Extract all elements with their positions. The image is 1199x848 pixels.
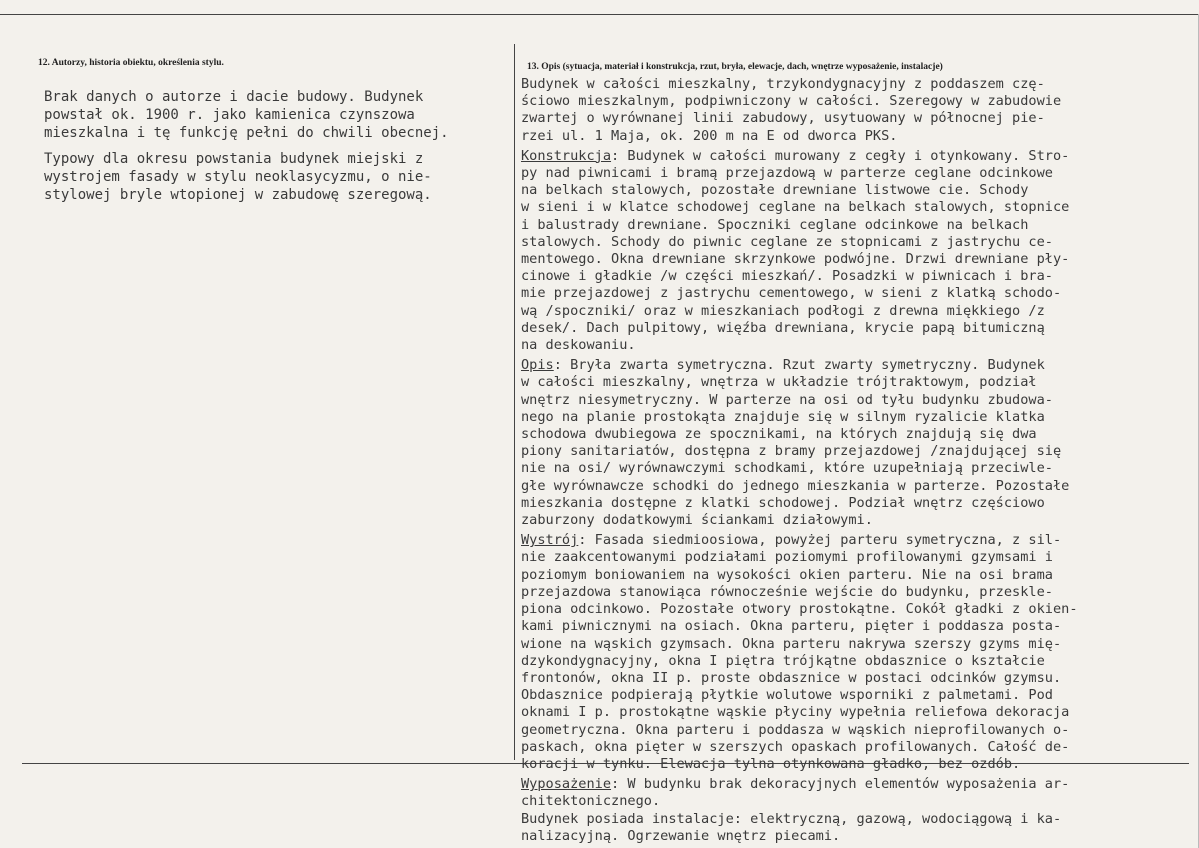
top-rule — [0, 14, 1199, 15]
konstrukcja-section: Konstrukcja: Budynek w całości murowany z cegły i otynkowany. Stro- py nad piwnicami i bramą przejazdową w parterze ceglane odcinkowe na belkach stalowych, pozostałe drewniane listwowe cie. Schody w sieni i w klatce schodowej ceglane na belkach stalowych, stopnice i balustrady drewniane. Spoczniki ceglane odcinkowe na belkach stalowych. Schody do piwnic ceglane ze stopnicami z jastrychu ce- mentowego. Okna drewniane skrzynkowe podwójne. Drzwi drewniane pły- cinowe i gładkie /w części mieszkań/. Posadzki w piwnicach i bra- mie przejazdowej z jastrychu cementowego, w sieni z klatką schodo- wą /spoczniki/ oraz w mieszkaniach podłogi z drewna miękkiego /z desek/. Dach pulpitowy, więźba drewniana, krycie papą bitumiczną na deskowaniu. — [521, 147, 1070, 354]
intro-paragraph: Budynek w całości mieszkalny, trzykondygnacyjny z poddaszem czę- ściowo mieszkalnym, podpiwniczony w całości. Szeregowy w zabudowie zwartej o wyrównanej linii zabudowy, usytuowany w północnej pie- rzei ul. 1 Maja, ok. 200 m na E od dworca PKS. — [521, 76, 1062, 144]
section-12-header: 12. Autorzy, historia obiektu, określenia stylu. — [38, 58, 224, 68]
history-paragraph-2: Typowy dla okresu powstania budynek miejski z wystrojem fasady w stylu neoklasycyzmu, o nie- stylowej bryle wtopionej w zabudowę szeregową. — [44, 151, 432, 203]
description-column — [521, 76, 1191, 848]
wyposazenie-section: Wyposażenie: W budynku brak dekoracyjnych elementów wyposażenia ar- chitektonicznego. Budynek posiada instalacje: elektryczną, gazową, wodociągową i ka- nalizacyjną. Ogrzewanie wnętrz piecami. — [521, 776, 1070, 844]
column-divider — [514, 44, 515, 760]
opis-section: Opis: Bryła zwarta symetryczna. Rzut zwarty symetryczny. Budynek w całości mieszkalny, wnętrza w układzie trójtraktowym, podział wnętrz niesymetryczny. W parterze na osi od tyłu budynku zbudowa- nego na planie prostokąta znajduje się w silnym ryzalicie klatka schodowa dwubiegowa ze spocznikami, na których znajdują się dwa piony sanitariatów, dostępna z bramy przejazdowej /znajdującej się nie na osi/ wyrównawczymi schodkami, które uzupełniają przeciwle- głe wyrównawcze schodki do jednego mieszkania w parterze. Pozostałe mieszkania dostępne z klatki schodowej. Podział wnętrz częściowo zaburzony dodatkowymi ściankami działowymi. — [521, 357, 1070, 529]
history-column — [44, 88, 509, 212]
history-paragraph-1: Brak danych o autorze i dacie budowy. Budynek powstał ok. 1900 r. jako kamienica czynszowa mieszkalna i tę funkcję pełni do chwili obecnej. — [44, 89, 449, 141]
wyposazenie-label: Wyposażenie — [521, 776, 612, 793]
wystroj-label: Wystrój — [521, 532, 579, 549]
opis-label: Opis — [521, 357, 554, 374]
wystroj-section: Wystrój: Fasada siedmioosiowa, powyżej parteru symetryczna, z sil- nie zaakcentowanymi podziałami poziomymi profilowanymi gzymsami i poziomym boniowaniem na wysokości okien parteru. Nie na osi brama przejazdowa stanowiąca równocześnie wejście do budynku, przeskle- piona odcinkowo. Pozostałe otwory prostokątne. Cokół gładki z okien- kami piwnicznymi na osiach. Okna parteru, pięter i poddasza posta- wione na wąskich gzymsach. Okna parteru nakrywa szerszy gzyms mię- dzykondygnacyjny, okna I piętra trójkątne obdasznice o kształcie frontonów, okna II p. proste obdasznice w postaci odcinków gzymsu. Obdasznice podpierają płytkie wolutowe wsporniki z palmetami. Pod oknami I p. prostokątne wąskie płyciny wypełnia reliefowa dekoracja geometryczna. Okna parteru i poddasza w wąskich nieprofilowanych o- paskach, okna pięter w szerszych opaskach profilowanych. Całość de- koracji w tynku. Elewacja tylna otynkowana gładko, bez ozdób. — [521, 532, 1078, 772]
section-13-header: 13. Opis (sytuacja, materiał i konstrukcja, rzut, bryła, elewacje, dach, wnętrze wyposażenie, instalacje) — [527, 62, 943, 72]
konstrukcja-label: Konstrukcja — [521, 147, 612, 164]
